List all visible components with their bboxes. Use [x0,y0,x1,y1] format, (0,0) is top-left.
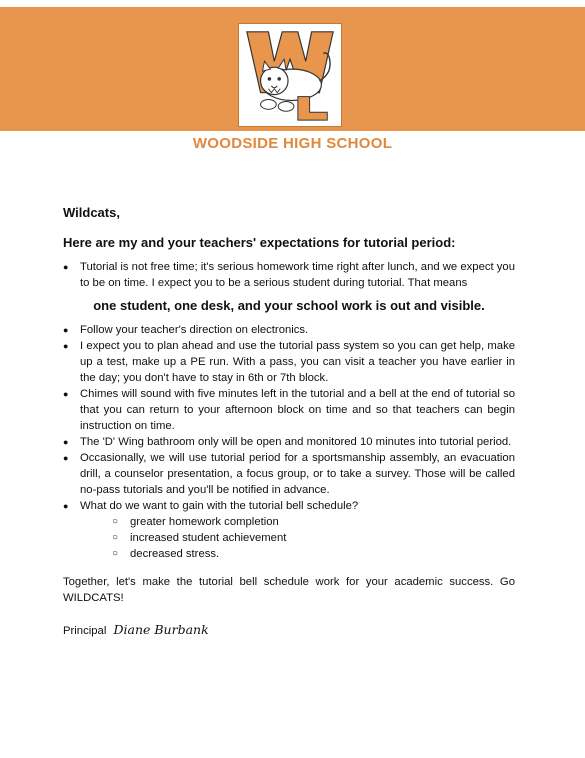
list-item: ● Chimes will sound with five minutes left in the tutorial and a bell at the end of tutorial so that you can return to your afternoon block on time and so that teachers can begin instruction on time. [63,386,515,434]
school-name: WOODSIDE HIGH SCHOOL [192,135,393,152]
list-item: ● The 'D' Wing bathroom only will be open and monitored 10 minutes into tutorial period. [63,434,515,450]
list-item-goals [63,498,515,562]
sub-list-item: ○ greater homework completion [112,514,515,530]
sub-list-item: ○ increased student achievement [112,530,515,546]
header-banner [0,7,585,131]
signoff [63,622,515,639]
school-logo [238,23,342,127]
letter-body [63,205,515,639]
principal-signature: Diane Burbank [113,622,209,637]
signoff-title: Principal [63,625,107,637]
goals-question: What do we want to gain with the tutorial bell schedule? [80,500,359,512]
first-bullet-list [63,259,515,291]
list-item: ● Follow your teacher's direction on electronics. [63,322,515,338]
greeting: Wildcats, [63,205,120,220]
sub-list-item: ○ decreased stress. [112,546,515,562]
emphasis-line: one student, one desk, and your school work is out and visible. [93,298,485,313]
goals-sublist [80,514,515,562]
expectations-list [63,322,515,562]
list-item: ● Tutorial is not free time; it's serious homework time right after lunch, and we expect you to be on time. I expect you to be a serious student during tutorial. That means [63,259,515,291]
list-item: ● Occasionally, we will use tutorial period for a sportsmanship assembly, an evacuation drill, a counselor presentation, a focus group, or to take a survey. Those will be called no-pass tutorials and you'll be notified in advance. [63,450,515,498]
wildcat-w-logo-icon [239,24,341,126]
closing-paragraph: Together, let's make the tutorial bell schedule work for your academic success. Go WILDCATS! [63,576,515,604]
letter-heading: Here are my and your teachers' expectations for tutorial period: [63,235,456,250]
list-item: ● I expect you to plan ahead and use the tutorial pass system so you can get help, make up a test, make up a PE run. With a pass, you can visit a teacher you have earlier in the day; you don't have to stay in 6th or 7th block. [63,338,515,386]
